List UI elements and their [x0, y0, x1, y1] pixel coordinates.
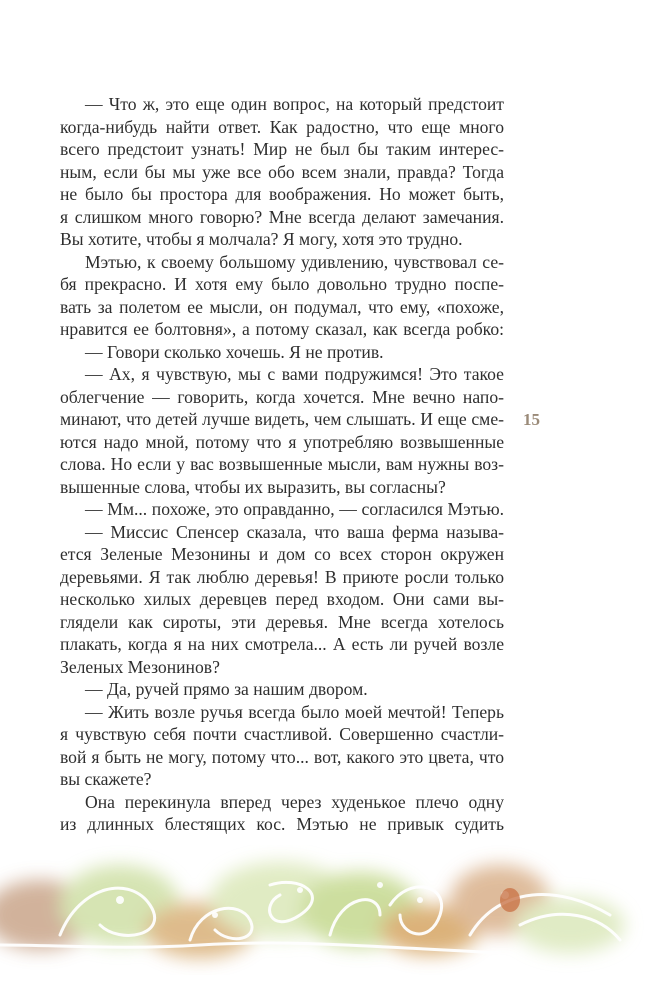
text-line: всего предстоит узнать! Мир не был бы таким интерес-: [60, 139, 504, 159]
text-line: — Миссис Спенсер сказала, что ваша ферма называ-: [85, 521, 504, 542]
text-line: Она перекинула вперед через худенькое плечо одну: [85, 791, 504, 812]
text-line: бя прекрасно. И хотя ему было довольно трудно поспе-: [60, 274, 504, 294]
text-line: нравится ее болтовня», а потому сказал, как всегда робко:: [60, 319, 504, 339]
text-line: ется Зеленые Мезонины и дом со всех сторон окружен: [60, 544, 504, 564]
text-line: не было бы простора для воображения. Но может быть,: [60, 184, 504, 204]
text-line: деревьями. Я так люблю деревья! В приюте росли только: [60, 566, 504, 587]
text-line: вышенные слова, чтобы их выразить, вы согласны?: [60, 476, 446, 497]
text-line: вы скажете?: [60, 769, 152, 789]
text-line: несколько хилых деревцев перед входом. Они сами вы-: [60, 589, 504, 609]
text-line: плакать, когда я на них смотрела... А есть ли ручей возле: [60, 634, 504, 654]
text-line: — Мм... похоже, это оправданно, — согласился Мэтью.: [85, 499, 504, 519]
page-number: 15: [523, 410, 540, 429]
text-line: облегчение — говорить, когда хочется. Мне вечно напо-: [60, 386, 504, 407]
decorative-floral-border: [0, 845, 651, 975]
text-line: из длинных блестящих кос. Мэтью не привык судить: [60, 814, 504, 834]
text-line: минают, что детей лучше видеть, чем слышать. И еще сме-: [60, 409, 504, 429]
body-text: [60, 93, 504, 836]
text-line: вать за полетом ее мысли, он подумал, что ему, «похоже,: [60, 296, 504, 317]
text-line: я чувствую себя почти счастливой. Совершенно счастли-: [60, 724, 504, 744]
text-line: — Что ж, это еще один вопрос, на который предстоит: [85, 94, 504, 114]
text-line: — Ах, я чувствую, мы с вами подружимся! Это такое: [85, 364, 504, 384]
text-line: вой я быть не могу, потому что... вот, какого это цвета, что: [60, 746, 504, 767]
text-line: слова. Но если у вас возвышенные мысли, вам нужны воз-: [60, 454, 504, 474]
text-line: ются надо мной, потому что я употребляю возвышенные: [60, 431, 504, 452]
text-line: — Жить возле ручья всегда было моей мечтой! Теперь: [85, 701, 504, 722]
text-line: — Да, ручей прямо за нашим двором.: [85, 679, 368, 699]
text-line: ным, если бы мы уже все обо всем знали, правда? Тогда: [60, 161, 504, 182]
text-line: Зеленых Мезонинов?: [60, 656, 220, 677]
text-line: Мэтью, к своему большому удивлению, чувствовал се-: [85, 251, 504, 272]
text-line: — Говори сколько хочешь. Я не против.: [85, 341, 384, 362]
text-line: глядели как сироты, эти деревья. Мне всегда хотелось: [60, 611, 504, 632]
text-line: когда-нибудь найти ответ. Как радостно, что еще много: [60, 116, 504, 137]
text-line: Вы хотите, чтобы я молчала? Я могу, хотя это трудно.: [60, 229, 463, 249]
text-line: я слишком много говорю? Мне всегда делают замечания.: [60, 206, 504, 227]
